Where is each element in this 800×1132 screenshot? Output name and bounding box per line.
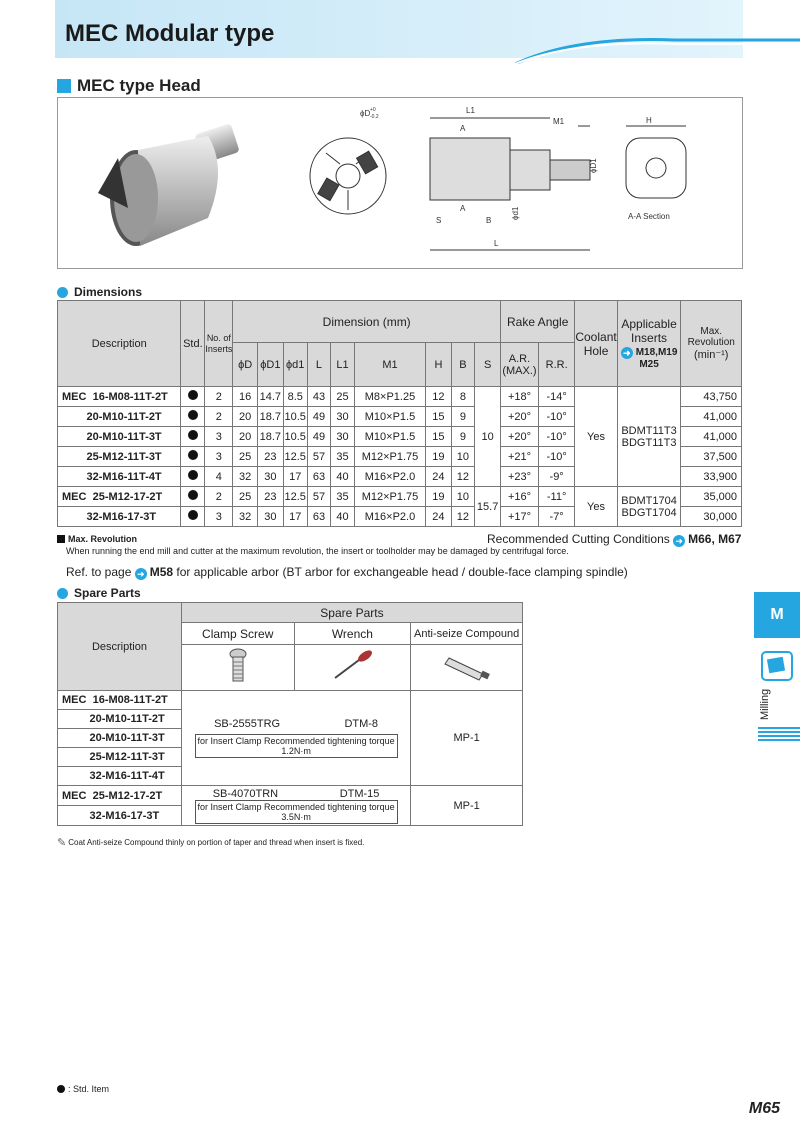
recommended-link[interactable]: Recommended Cutting Conditions ➜ M66, M67 xyxy=(487,532,742,546)
cell-s: 10 xyxy=(475,387,501,487)
side-view xyxy=(430,118,590,250)
max-rev-note-title: Max. Revolution xyxy=(57,534,137,544)
screw-image xyxy=(181,645,294,691)
col-std: Std. xyxy=(181,301,205,387)
cell-small-d1: 17 xyxy=(283,467,307,487)
row-description: 32-M16-11T-4T xyxy=(58,767,182,786)
cell-d1: 18.7 xyxy=(257,427,283,447)
cell-l: 63 xyxy=(307,467,331,487)
spare-parts-table xyxy=(57,602,523,826)
screw-icon xyxy=(228,648,248,684)
arrow-right-icon: ➜ xyxy=(673,535,685,547)
cell-h: 12 xyxy=(426,387,451,407)
header-band xyxy=(55,0,743,58)
row-description: 32-M16-17-3T xyxy=(58,507,181,527)
bullet-icon xyxy=(57,588,68,599)
cell-l1: 30 xyxy=(331,407,355,427)
cell-d: 25 xyxy=(233,447,258,467)
section-title: MEC type Head xyxy=(57,76,201,96)
std-dot-icon xyxy=(188,410,198,420)
cell-rr: -10° xyxy=(538,427,574,447)
std-mark xyxy=(181,467,205,487)
dim-label-d1: ϕD1 xyxy=(589,158,598,173)
cell-coolant: Yes xyxy=(575,387,617,487)
col-max-rev xyxy=(681,301,742,387)
std-mark xyxy=(181,427,205,447)
cell-b: 12 xyxy=(451,467,475,487)
spare-col-wrench: Wrench xyxy=(294,623,411,645)
max-rev-unit: (min⁻¹) xyxy=(693,349,729,361)
spare-group2-parts xyxy=(181,786,410,826)
cell-rr: -10° xyxy=(538,447,574,467)
col-m1: M1 xyxy=(354,343,425,387)
row-description: MEC 16-M08-11T-2T xyxy=(58,691,182,710)
cell-d: 20 xyxy=(233,427,258,447)
cell-rr: -14° xyxy=(538,387,574,407)
spare-col-screw: Clamp Screw xyxy=(181,623,294,645)
cell-l: 57 xyxy=(307,447,331,467)
cell-m1: M10×P1.5 xyxy=(354,407,425,427)
cell-h: 19 xyxy=(426,447,451,467)
compound-image xyxy=(411,645,523,691)
cell-h: 24 xyxy=(426,467,451,487)
cell-l1: 35 xyxy=(331,447,355,467)
dim-label-b: B xyxy=(486,216,492,225)
col-b: B xyxy=(451,343,475,387)
cell-l: 49 xyxy=(307,427,331,447)
cell-inserts: 4 xyxy=(205,467,233,487)
row-description: MEC 25-M12-17-2T xyxy=(58,786,182,806)
cell-l1: 25 xyxy=(331,387,355,407)
tube-icon: ✎ xyxy=(57,837,67,849)
tool-drawing xyxy=(58,98,744,270)
compound-note: ✎ Coat Anti-seize Compound thinly on portion of taper and thread when insert is fixed. xyxy=(57,837,365,849)
cell-rev: 41,000 xyxy=(681,407,742,427)
cell-h: 19 xyxy=(426,487,451,507)
cell-inserts-applicable: BDMT1704 BDGT1704 xyxy=(617,487,681,527)
max-rev-note: When running the end mill and cutter at the maximum revolution, the insert or toolholder may be damaged by centrifugal force. xyxy=(66,546,569,556)
cell-rr: -7° xyxy=(538,507,574,527)
cell-d: 32 xyxy=(233,507,258,527)
section-tab[interactable]: M xyxy=(754,592,800,638)
cell-ar: +20° xyxy=(501,407,539,427)
compound-tube-icon xyxy=(437,648,497,684)
square-bullet-icon xyxy=(57,535,65,543)
std-mark xyxy=(181,487,205,507)
row-description: 20-M10-11T-3T xyxy=(58,427,181,447)
arbor-reference: Ref. to page ➜ M58 for applicable arbor (BT arbor for exchangeable head / double-face clamping spindle) xyxy=(66,565,628,579)
cell-rr: -10° xyxy=(538,407,574,427)
cell-ar: +16° xyxy=(501,487,539,507)
cell-m1: M8×P1.25 xyxy=(354,387,425,407)
wrench-image xyxy=(294,645,411,691)
cell-small-d1: 12.5 xyxy=(283,487,307,507)
dim-label-tol-upper: +0 xyxy=(370,107,376,113)
cell-d: 25 xyxy=(233,487,258,507)
wrench-icon xyxy=(327,648,377,684)
bullet-icon xyxy=(57,287,68,298)
cell-l1: 40 xyxy=(331,467,355,487)
cell-coolant: Yes xyxy=(575,487,617,527)
col-s: S xyxy=(475,343,501,387)
row-description: 25-M12-11T-3T xyxy=(58,447,181,467)
cell-m1: M12×P1.75 xyxy=(354,447,425,467)
std-dot-icon xyxy=(188,390,198,400)
cell-h: 15 xyxy=(426,427,451,447)
std-mark xyxy=(181,387,205,407)
cell-b: 10 xyxy=(451,447,475,467)
spare-group1-parts xyxy=(181,691,410,786)
cell-rev: 35,000 xyxy=(681,487,742,507)
col-ar: A.R. (MAX.) xyxy=(501,343,539,387)
col-rake: Rake Angle xyxy=(501,301,575,343)
cell-h: 15 xyxy=(426,407,451,427)
torque-box: for Insert Clamp Recommended tightening torque 1.2N·m xyxy=(195,734,398,758)
dim-label-l: L xyxy=(494,239,499,248)
compound-part: MP-1 xyxy=(411,786,523,826)
cell-d: 20 xyxy=(233,407,258,427)
cell-b: 8 xyxy=(451,387,475,407)
cell-d1: 23 xyxy=(257,447,283,467)
cell-d: 16 xyxy=(233,387,258,407)
cell-rev: 41,000 xyxy=(681,427,742,447)
col-coolant: Coolant Hole xyxy=(575,301,617,387)
cell-rr: -9° xyxy=(538,467,574,487)
dim-label-small-d1: ϕd1 xyxy=(511,206,520,220)
cell-d1: 23 xyxy=(257,487,283,507)
cell-rev: 43,750 xyxy=(681,387,742,407)
col-d1: ϕD1 xyxy=(257,343,283,387)
arrow-right-icon: ➜ xyxy=(621,347,633,359)
page-title: MEC Modular type xyxy=(65,20,275,47)
row-description: MEC 25-M12-17-2T xyxy=(58,487,181,507)
dim-label-a-top: A xyxy=(460,124,466,133)
wrench-part: DTM-15 xyxy=(339,787,380,800)
col-rr: R.R. xyxy=(538,343,574,387)
cell-d1: 30 xyxy=(257,507,283,527)
cell-d: 32 xyxy=(233,467,258,487)
cell-rr: -11° xyxy=(538,487,574,507)
spare-parts-heading: Spare Parts xyxy=(57,586,141,600)
cell-l1: 40 xyxy=(331,507,355,527)
dimensions-heading: Dimensions xyxy=(57,285,142,299)
milling-tab xyxy=(754,648,800,744)
std-mark xyxy=(181,507,205,527)
std-dot-icon xyxy=(188,450,198,460)
cell-inserts: 3 xyxy=(205,447,233,467)
row-description: 20-M10-11T-3T xyxy=(58,729,182,748)
std-mark xyxy=(181,447,205,467)
cell-h: 24 xyxy=(426,507,451,527)
std-mark xyxy=(181,407,205,427)
dim-label-d: ϕD xyxy=(360,109,371,118)
cell-l: 63 xyxy=(307,507,331,527)
compound-part: MP-1 xyxy=(411,691,523,786)
torque-box: for Insert Clamp Recommended tightening torque 3.5N·m xyxy=(195,800,398,824)
col-no-inserts: No. of Inserts xyxy=(205,301,233,387)
section-marker xyxy=(57,79,71,93)
cell-ar: +17° xyxy=(501,507,539,527)
cell-small-d1: 17 xyxy=(283,507,307,527)
dim-label-tol-lower: -0.2 xyxy=(370,114,379,120)
cell-d1: 14.7 xyxy=(257,387,283,407)
legend: : Std. Item xyxy=(57,1084,109,1094)
row-description: 20-M10-11T-2T xyxy=(58,407,181,427)
clamp-screw-part: SB-2555TRG xyxy=(214,718,281,730)
page-number: M65 xyxy=(748,1100,780,1117)
col-h: H xyxy=(426,343,451,387)
std-dot-icon xyxy=(188,430,198,440)
col-d: ϕD xyxy=(233,343,258,387)
cell-ar: +21° xyxy=(501,447,539,467)
dim-label-l1: L1 xyxy=(466,106,475,115)
tool-illustration xyxy=(57,97,743,269)
cell-inserts: 2 xyxy=(205,407,233,427)
cell-b: 9 xyxy=(451,407,475,427)
dim-label-s: S xyxy=(436,216,442,225)
row-description: 32-M16-11T-4T xyxy=(58,467,181,487)
col-small-d1: ϕd1 xyxy=(283,343,307,387)
max-rev-label: Max. Revolution xyxy=(687,326,735,348)
col-l: L xyxy=(307,343,331,387)
cell-m1: M16×P2.0 xyxy=(354,507,425,527)
cell-ar: +20° xyxy=(501,427,539,447)
dim-label-a-bottom: A xyxy=(460,204,466,213)
cell-inserts: 2 xyxy=(205,387,233,407)
tool-photo xyxy=(98,123,240,246)
cell-b: 9 xyxy=(451,427,475,447)
table-row xyxy=(58,387,742,407)
std-dot-icon xyxy=(57,1085,65,1093)
cell-ar: +23° xyxy=(501,467,539,487)
cell-d1: 30 xyxy=(257,467,283,487)
cell-small-d1: 10.5 xyxy=(283,427,307,447)
arbor-page-link[interactable]: ➜ M58 xyxy=(135,565,173,579)
row-description: 20-M10-11T-2T xyxy=(58,710,182,729)
cell-l: 57 xyxy=(307,487,331,507)
cell-rev: 33,900 xyxy=(681,467,742,487)
dim-label-m1: M1 xyxy=(553,117,565,126)
applicable-label: Applicable Inserts xyxy=(621,317,677,345)
cell-m1: M10×P1.5 xyxy=(354,427,425,447)
spare-col-compound: Anti-seize Compound xyxy=(411,623,523,645)
std-dot-icon xyxy=(188,510,198,520)
table-row xyxy=(58,691,523,710)
milling-label: Milling xyxy=(759,688,771,720)
dimensions-table xyxy=(57,300,742,527)
cell-inserts: 3 xyxy=(205,427,233,447)
spare-col-description: Description xyxy=(58,603,182,691)
applicable-ref[interactable]: ➜ M18,M19 M25 xyxy=(618,347,681,370)
cell-inserts: 3 xyxy=(205,507,233,527)
cell-b: 10 xyxy=(451,487,475,507)
cell-d1: 18.7 xyxy=(257,407,283,427)
row-description: 32-M16-17-3T xyxy=(58,806,182,826)
spare-col-header: Spare Parts xyxy=(181,603,522,623)
cell-l1: 30 xyxy=(331,427,355,447)
section-view xyxy=(626,126,686,198)
front-view xyxy=(310,138,386,214)
cell-s: 15.7 xyxy=(475,487,501,527)
cell-ar: +18° xyxy=(501,387,539,407)
std-dot-icon xyxy=(188,490,198,500)
cell-l: 49 xyxy=(307,407,331,427)
cell-rev: 37,500 xyxy=(681,447,742,467)
dim-label-h: H xyxy=(646,116,652,125)
wrench-part: DTM-8 xyxy=(344,718,379,730)
table-row xyxy=(58,786,523,806)
col-description: Description xyxy=(58,301,181,387)
cell-small-d1: 12.5 xyxy=(283,447,307,467)
cell-m1: M16×P2.0 xyxy=(354,467,425,487)
cell-small-d1: 8.5 xyxy=(283,387,307,407)
cell-small-d1: 10.5 xyxy=(283,407,307,427)
cell-inserts-applicable: BDMT11T3 BDGT11T3 xyxy=(617,387,681,487)
cell-rev: 30,000 xyxy=(681,507,742,527)
cell-l: 43 xyxy=(307,387,331,407)
col-applicable xyxy=(617,301,681,387)
cell-l1: 35 xyxy=(331,487,355,507)
table-row xyxy=(58,487,742,507)
col-l1: L1 xyxy=(331,343,355,387)
arrow-right-icon: ➜ xyxy=(135,568,147,580)
row-description: 25-M12-11T-3T xyxy=(58,748,182,767)
header-curve xyxy=(515,34,800,64)
row-description: MEC 16-M08-11T-2T xyxy=(58,387,181,407)
cell-b: 12 xyxy=(451,507,475,527)
col-dimension: Dimension (mm) xyxy=(233,301,501,343)
clamp-screw-part: SB-4070TRN xyxy=(212,787,279,800)
cell-m1: M12×P1.75 xyxy=(354,487,425,507)
std-dot-icon xyxy=(188,470,198,480)
section-label: A-A Section xyxy=(628,212,670,221)
cell-inserts: 2 xyxy=(205,487,233,507)
